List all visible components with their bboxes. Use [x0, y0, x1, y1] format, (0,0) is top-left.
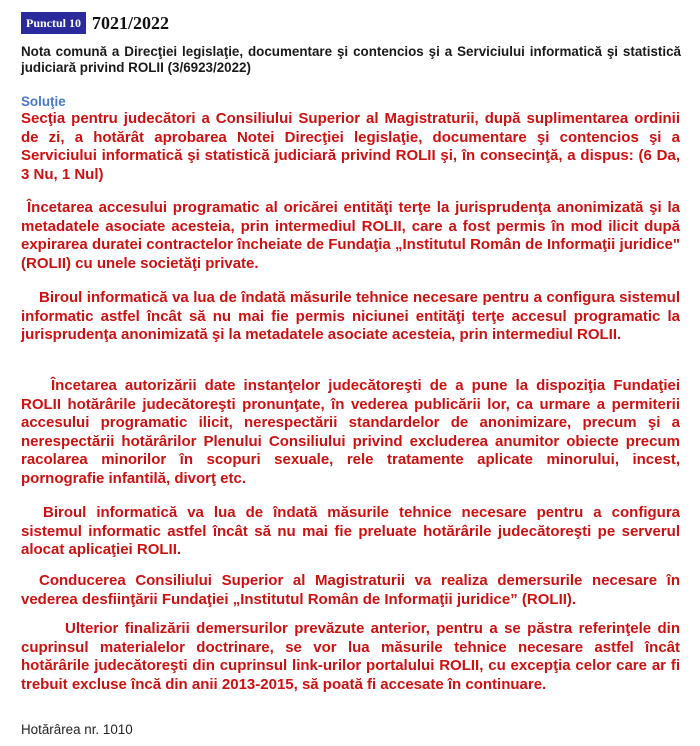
document-header	[21, 10, 169, 36]
document-subject: Nota comună a Direcţiei legislaţie, documentare şi contencios şi a Serviciului informatică şi statistică judiciară privind ROLII (3/6923/2022)	[21, 44, 681, 75]
decision-paragraph: Conducerea Consiliului Superior al Magistraturii va realiza demersurile necesare în vederea desfiinţării Fundaţiei „Institutul Român de Informaţii juridice” (ROLII).	[21, 572, 680, 608]
decision-paragraph: Ulterior finalizării demersurilor prevăzute anterior, pentru a se păstra referinţele din cuprinsul materialelor doctrinare, se vor lua măsurile tehnice necesare astfel încât hotărârile judecătoreşti din cuprinsul link-urilor portalului ROLII, cu excepţia celor care ar fi trebuit excluse încă din anii 2013-2015, să poată fi accesate în continuare.	[21, 620, 680, 693]
solution-label: Soluţie	[21, 94, 66, 109]
document-number: 7021/2022	[92, 12, 170, 33]
decision-paragraph: Încetarea accesului programatic al oricărei entităţi terţe la jurisprudenţa anonimizată şi la metadatele asociate acesteia, prin intermediul ROLII, care a fost permis în mod ilicit după expirarea duratei contractelor încheiate de Fundaţia „Institutul Român de Informaţii juridice" (ROLII) cu unele societăţi private.	[21, 199, 680, 272]
decision-paragraph: Biroul informatică va lua de îndată măsurile tehnice necesare pentru a configura sistemul informatic astfel încât să nu mai fie preluate hotărârile judecătoreşti pe serverul alocat aplicaţiei ROLII.	[21, 504, 680, 559]
decision-paragraph: Biroul informatică va lua de îndată măsurile tehnice necesare pentru a configura sistemul informatic astfel încât să nu mai fie permis niciunei entităţi terţe accesul programatic la jurisprudenţa anonimizată şi la metadatele asociate acesteia, prin intermediul ROLII.	[21, 289, 680, 344]
decision-paragraph: Încetarea autorizării date instanţelor judecătoreşti de a pune la dispoziţia Fundaţiei ROLII hotărârile judecătoreşti pronunţate, în vederea publicării lor, ca urmare a permiterii accesului programatic ilicit, nerespectării standardelor de anonimizare, precum şi a nerespectării hotărârilor Plenului Consiliului privind excluderea anumitor obiecte precum racolarea minorilor în scopuri sexuale, rele tratamente aplicate minorului, incest, pornografie infantilă, divorţ etc.	[21, 377, 680, 487]
item-badge: Punctul 10	[21, 12, 86, 34]
decision-reference: Hotărârea nr. 1010	[21, 722, 133, 737]
decision-paragraph: Secţia pentru judecători a Consiliului Superior al Magistraturii, după suplimentarea ordinii de zi, a hotărât aprobarea Notei Direcţiei legislaţie, documentare şi contencios şi a Serviciului informatică şi statistică judiciară privind ROLII şi, în consecinţă, a dispus: (6 Da, 3 Nu, 1 Nul)	[21, 110, 680, 183]
